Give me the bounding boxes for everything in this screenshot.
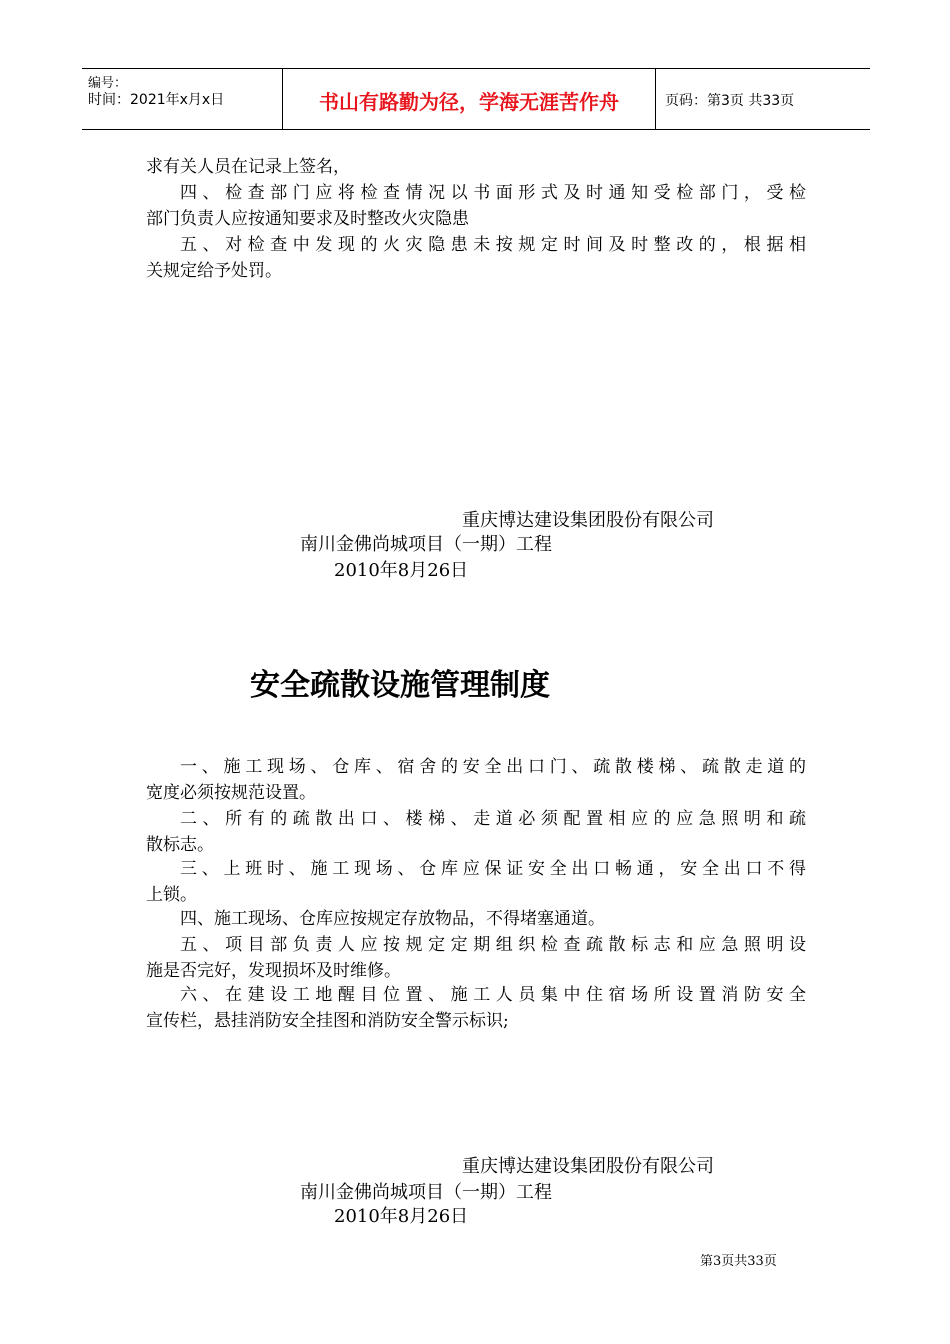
paragraph-line: 宣传栏，悬挂消防安全挂图和消防安全警示标识; [146,1011,509,1031]
paragraph-line: 四、施工现场、仓库应按规定存放物品，不得堵塞通道。 [180,909,605,929]
header-motto-cell [282,69,656,129]
header-page-cell [655,69,870,129]
paragraph-line: 四、检查部门应将检查情况以书面形式及时通知受检部门，受检 [180,183,806,203]
header-motto: 书山有路勤为径，学海无涯苦作舟 [319,90,619,114]
signature-project: 南川金佛尚城项目（一期）工程 [300,534,552,555]
document-code-label: 编号： [88,76,128,91]
paragraph-line: 关规定给予处罚。 [146,261,282,281]
paragraph-line: 散标志。 [146,835,214,855]
page-footer: 第3页共33页 [700,1254,777,1269]
document-time-label: 时间：2021年x月x日 [88,92,225,108]
signature-date: 2010年8月26日 [334,1206,469,1227]
signature-date: 2010年8月26日 [334,560,469,581]
signature-company: 重庆博达建设集团股份有限公司 [462,510,714,531]
paragraph-line: 宽度必须按规范设置。 [146,783,316,803]
header-meta-cell [82,69,282,129]
paragraph-line: 一、施工现场、仓库、宿舍的安全出口门、疏散楼梯、疏散走道的 [180,757,806,777]
paragraph-line: 五、项目部负责人应按规定定期组织检查疏散标志和应急照明设 [180,935,806,955]
paragraph-line: 五、对检查中发现的火灾隐患未按规定时间及时整改的，根据相 [180,235,806,255]
paragraph-line: 求有关人员在记录上签名， [146,157,350,177]
header-page-number: 页码：第3页 共33页 [665,93,795,109]
paragraph-line: 施是否完好，发现损坏及时维修。 [146,961,401,981]
signature-project: 南川金佛尚城项目（一期）工程 [300,1182,552,1203]
paragraph-line: 二、所有的疏散出口、楼梯、走道必须配置相应的应急照明和疏 [180,809,806,829]
page-header [82,68,870,130]
paragraph-line: 六、在建设工地醒目位置、施工人员集中住宿场所设置消防安全 [180,985,806,1005]
paragraph-line: 部门负责人应按通知要求及时整改火灾隐患 [146,209,469,229]
section-title: 安全疏散设施管理制度 [250,668,550,703]
paragraph-line: 上锁。 [146,885,197,905]
signature-company: 重庆博达建设集团股份有限公司 [462,1156,714,1177]
paragraph-line: 三、上班时、施工现场、仓库应保证安全出口畅通，安全出口不得 [180,859,806,879]
